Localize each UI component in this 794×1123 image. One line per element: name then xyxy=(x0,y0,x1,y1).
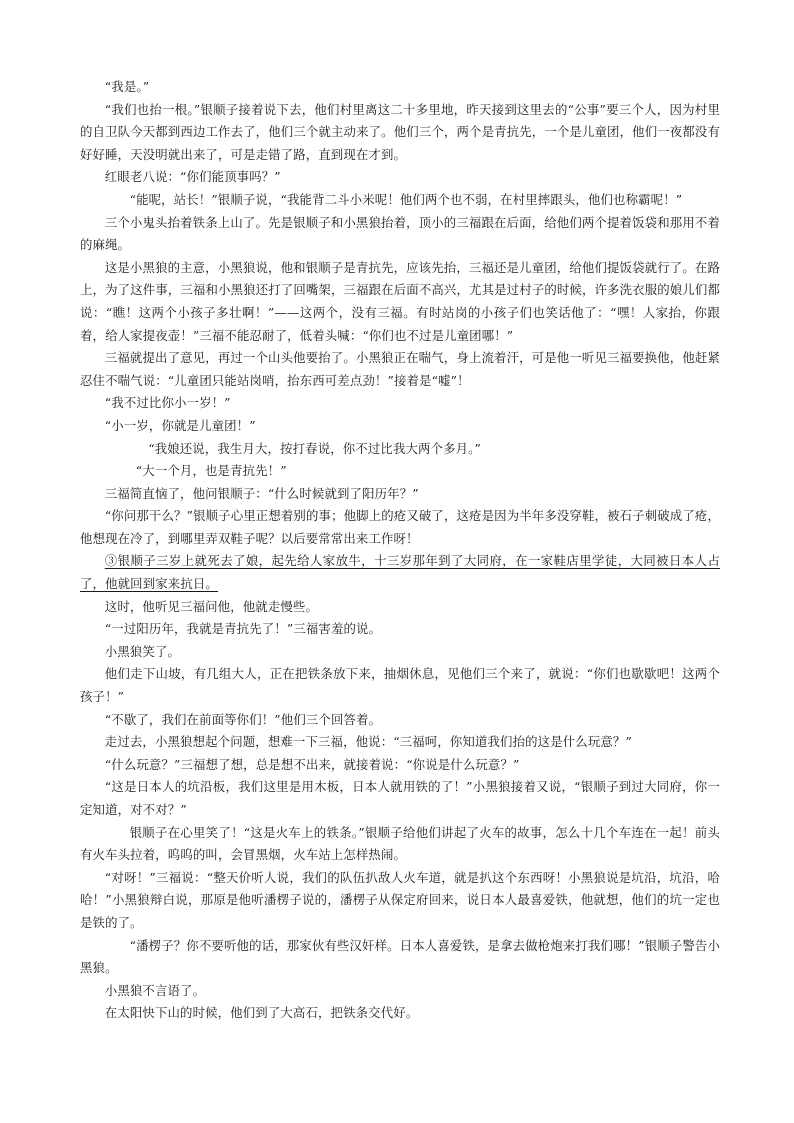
story-text xyxy=(80,76,720,1025)
paragraph: “我不过比你小一岁！” xyxy=(104,395,231,411)
paragraph: “我是。” xyxy=(104,79,150,94)
paragraph: 这是小黑狼的主意，小黑狼说，他和银顺子是青抗先，应该先抬，三福还是儿童团，给他们提饭袋就行了。在路上，为了这件事，三福和小黑狼还打了回嘴架，三福跟在后面不高兴，尤其是过村子的时候，许多洗衣服的娘儿们都说：“瞧！这两个小孩子多壮啊！”——这两个，没有三福。有时站岗的小孩子们也笑话他了：“嘿！人家抬，你跟着，给人家提夜壶！”三福不能忍耐了，低着头喊：“你们也不过是儿童团哪！” xyxy=(80,259,720,343)
paragraph: “大一个月，也是青抗先！” xyxy=(135,463,287,479)
paragraph: “我们也抬一根。”银顺子接着说下去，他们村里离这二十多里地，昨天接到这里去的“公事”要三个人，因为村里的自卫队今天都到西边工作去了，他们三个就主动来了。他们三个，两个是青抗先，一个是儿童团，他们一夜都没有好好睡，天没明就出来了，可是走错了路，直到现在才到。 xyxy=(80,101,720,162)
paragraph: “潘楞子？你不要听他的话，那家伙有些汉奸样。日本人喜爱铁，是拿去做枪炮来打我们哪！”银顺子警告小黑狼。 xyxy=(80,937,720,976)
paragraph: “你问那干么？”银顺子心里正想着别的事；他脚上的疮又破了，这疮是因为半年多没穿鞋，被石子刺破成了疮，他想现在冷了，到哪里弄双鞋子呢？以后要常常出来工作呀！ xyxy=(80,508,720,546)
paragraph: 三个小鬼头抬着铁条上山了。先是银顺子和小黑狼抬着，顶小的三福跟在后面，给他们两个提着饭袋和那用不着的麻绳。 xyxy=(80,214,720,253)
paragraph: “不歇了，我们在前面等你们！”他们三个回答着。 xyxy=(104,711,382,727)
paragraph: 在太阳快下山的时候，他们到了大高石，把铁条交代好。 xyxy=(104,1005,419,1021)
paragraph: “对呀！”三福说：“整天价听人说，我们的队伍扒敌人火车道，就是扒这个东西呀！小黑狼说是坑沿，坑沿，哈哈！”小黑狼辩白说，那原是他听潘楞子说的，潘楞子从保定府回来，说日本人最喜爱铁，他就想，他们的坑一定也是铁的了。 xyxy=(80,869,720,930)
paragraph: “我娘还说，我生月大，按打春说，你不过比我大两个多月。” xyxy=(148,440,482,456)
underlined-paragraph: ③银顺子三岁上就死去了娘，起先给人家放牛，十三岁那年到了大同府，在一家鞋店里学徒，大同被日本人占了，他就回到家来抗日。 xyxy=(80,553,720,592)
paragraph: 他们走下山坡，有几组大人，正在把铁条放下来，抽烟休息，见他们三个来了，就说：“你们也歇歇吧！这两个孩子！” xyxy=(80,666,720,705)
paragraph: 这时，他听见三福问他，他就走慢些。 xyxy=(104,598,318,614)
paragraph: “一过阳历年，我就是青抗先了！”三福害羞的说。 xyxy=(104,621,382,637)
paragraph: 小黑狼不言语了。 xyxy=(104,982,206,998)
paragraph: “能呢，站长！”银顺子说，“我能背二斗小米呢！他们两个也不弱，在村里摔跟头，他们也称霸呢！” xyxy=(129,191,683,207)
paragraph: 三福就提出了意见，再过一个山头他要抬了。小黑狼正在喘气，身上流着汗，可是他一听见三福要换他，他赶紧忍住不喘气说：“儿童团只能站岗哨，抬东西可差点劲！”接着是“嘘”！ xyxy=(80,350,720,388)
paragraph: “小一岁，你就是儿童团！” xyxy=(104,417,256,433)
paragraph: 小黑狼笑了。 xyxy=(104,643,181,659)
paragraph: 三福简直恼了，他问银顺子：“什么时候就到了阳历年？” xyxy=(104,485,419,501)
paragraph: 红眼老八说：“你们能顶事吗？” xyxy=(104,169,281,185)
paragraph: “什么玩意？”三福想了想，总是想不出来，就接着说：“你说是什么玩意？” xyxy=(104,756,520,772)
paragraph: 走过去，小黑狼想起个问题，想难一下三福，他说：“三福呵，你知道我们抬的这是什么玩意？” xyxy=(104,734,632,750)
paragraph: 银顺子在心里笑了！“这是火车上的铁条。”银顺子给他们讲起了火车的故事，怎么十几个车连在一起！前头有火车头拉着，呜呜的叫，会冒黑烟，火车站上怎样热闹。 xyxy=(80,824,720,863)
paragraph: “这是日本人的坑沿板，我们这里是用木板，日本人就用铁的了！”小黑狼接着又说，“银顺子到过大同府，你一定知道，对不对？” xyxy=(80,779,720,817)
